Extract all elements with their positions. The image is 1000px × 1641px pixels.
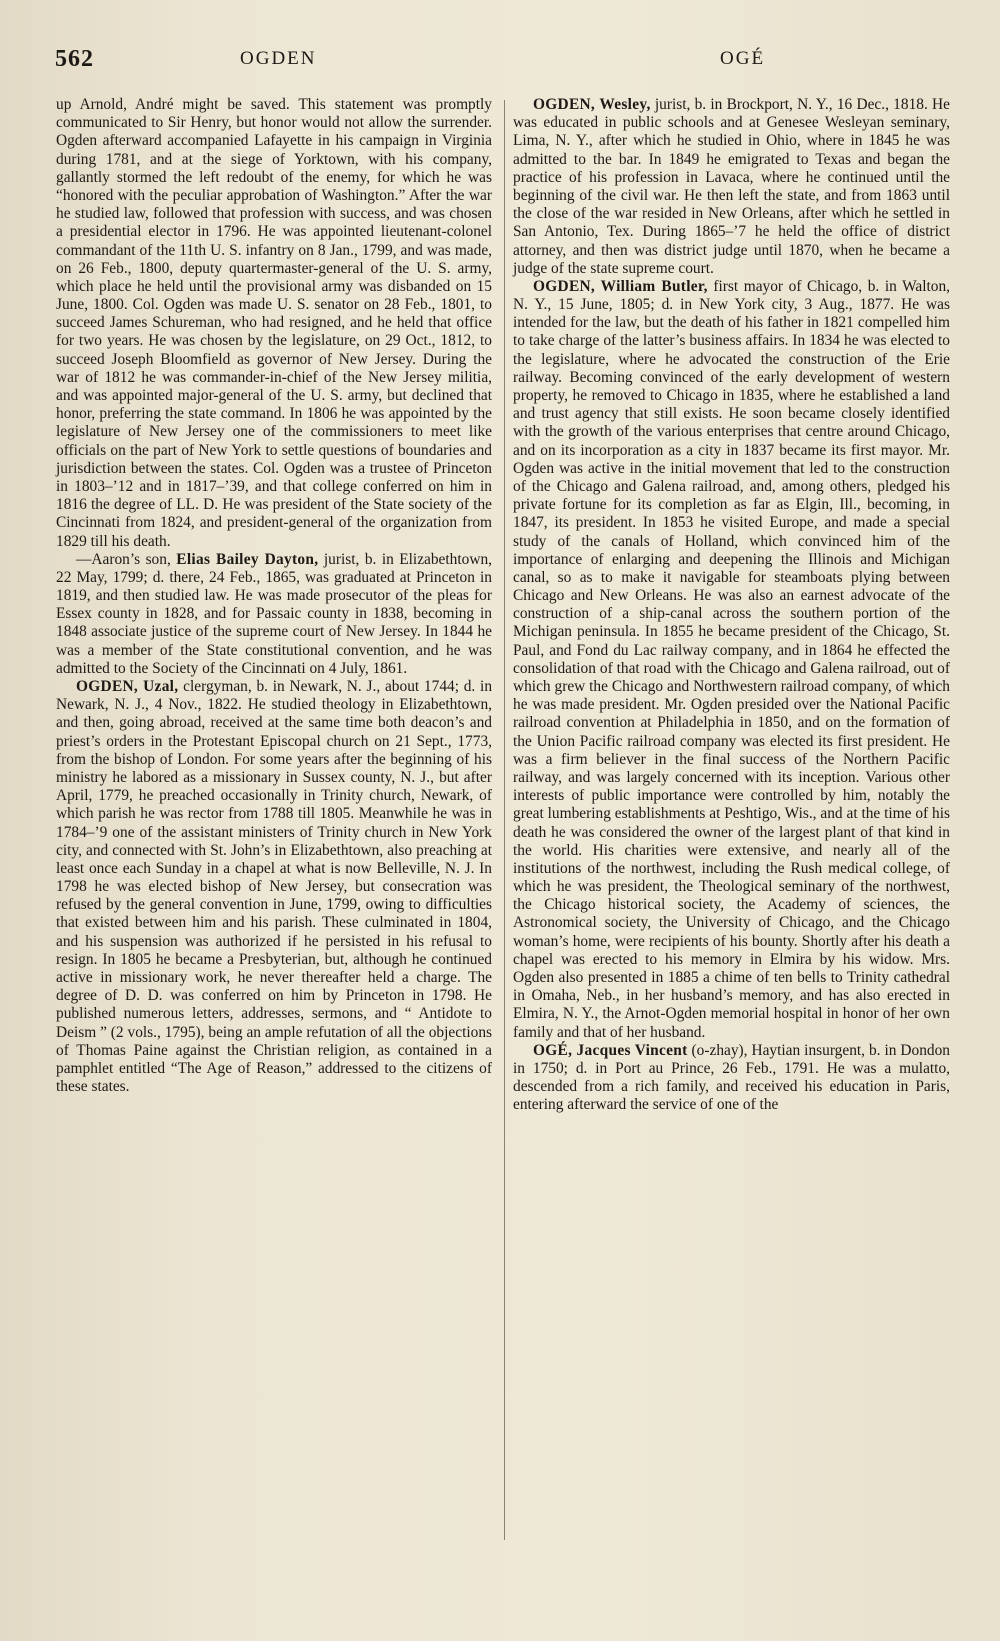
headword: OGDEN, William Butler, <box>533 277 708 295</box>
entry-ogden-william-butler <box>513 278 950 1042</box>
headword: OGDEN, Uzal, <box>76 678 179 695</box>
paragraph-text: jurist, b. in Brockport, N. Y., 16 Dec., 1818. He was educated in public schools and at Genesee Wesleyan seminary, Lima, N. Y., after which he studied in Ohio, where in 1845 he was admitted to the bar. In 1849 he emigrated to Texas and began the practice of his profession in Lavaca, where he continued until the beginning of the civil war. He then left the state, and from 1863 until the close of the war resided in New Orleans, after which he settled in San Antonio, Tex. During 1865–’7 he held the office of district attorney, and then was district judge until 1870, when he became a judge of the state supreme court. <box>513 96 950 277</box>
entry-ogden-wesley <box>513 96 950 278</box>
entry-ogden-uzal <box>56 678 492 1096</box>
entry-oge-jacques-vincent <box>513 1042 950 1115</box>
paragraph-text: jurist, b. in Elizabethtown, 22 May, 1799; d. there, 24 Feb., 1865, was graduated at Princeton in 1819, and then studied law. He was made prosecutor of the pleas for Essex county in 1828, and for Passaic county in 1838, becoming in 1848 associate justice of the supreme court of New Jersey. In 1844 he was a member of the State constitutional convention, and he was admitted to the Society of the Cincinnati on 4 July, 1861. <box>56 550 492 677</box>
headword: Elias Bailey Dayton, <box>176 550 319 568</box>
page-number: 562 <box>55 46 94 72</box>
headword: OGDEN, Wesley, <box>533 96 651 113</box>
paragraph-text: clergyman, b. in Newark, N. J., about 1744; d. in Newark, N. J., 4 Nov., 1822. He studied theology in Elizabethtown, and then, going abroad, received at the same time both deacon’s and priest’s orders in the Protestant Episcopal church on 21 Sept., 1773, from the bishop of London. For some years after the beginning of his ministry he labored as a missionary in Sussex county, N. J., but after April, 1779, he preached occasionally in Trinity church, Newark, of which parish he was rector from 1788 till 1805. Meanwhile he was in 1784–’9 one of the assistant ministers of Trinity church in New York city, and connected with St. John’s in Elizabethtown, also preaching at least once each Sunday in a chapel at what is now Belleville, N. J. In 1798 he was elected bishop of New Jersey, but consecration was refused by the general convention in June, 1799, owing to difficulties that existed between him and his parish. These culminated in 1804, and his suspension was authorized if he persisted in his refusal to resign. In 1805 he became a Presbyterian, but, although he continued active in missionary work, he never thereafter held a charge. The degree of D. D. was conferred on him by Princeton in 1798. He published numerous letters, addresses, sermons, and “ Antidote to Deism ” (2 vols., 1795), being an ample refutation of all the objections of Thomas Paine against the Christian religion, as contained in a pamphlet entitled “The Age of Reason,” addressed to the citizens of these states. <box>56 678 493 1096</box>
paragraph-prefix: —Aaron’s son, <box>76 550 177 568</box>
right-running-head: OGÉ <box>720 48 766 69</box>
paragraph-text: first mayor of Chicago, b. in Walton, N. Y., 15 June, 1805; d. in New York city, 3 Aug., 1877. He was intended for the law, but the death of his father in 1821 compelled him to take charge of the latter’s business affairs. In 1834 he was elected to the legislature, where he advocated the construction of the Erie railway. Becoming convinced of the early development of western property, he removed to Chicago in 1835, where he established a land and trust agency that still exists. He soon became closely identified with the growth of the various enterprises that centre around Chicago, and on its incorporation as a city in 1837 became its first mayor. Mr. Ogden was active in the initial movement that led to the construction of the Chicago and Galena railroad, and, among others, pledged his private fortune for its completion as far as Elgin, Ill., becoming, in 1847, its president. In 1853 he visited Europe, and made a special study of the canals of Holland, which convinced him of the importance of enlarging and deepening the Illinois and Michigan canal, so as to make it navigable for steamboats plying between Chicago and New Orleans. He was also an earnest advocate of the construction of a ship-canal across the southern portion of the Michigan peninsula. In 1855 he became president of the Chicago, St. Paul, and Fond du Lac railway company, and in 1864 he effected the consolidation of that road with the Chicago and Galena railroad, out of which grew the Chicago and Northwestern railroad company, of which he was made president. Mr. Ogden presided over the National Pacific railroad convention at Philadelphia in 1850, and on the formation of the Union Pacific railroad company was elected its first president. He was a firm believer in the final success of the Northern Pacific railway, and was largely concerned with its inception. Various other interests of public importance were controlled by him, notably the great lumbering establishments at Peshtigo, Wis., and at the time of his death he was considered the owner of the largest plant of that kind in the world. His charities were extensive, and nearly all of the institutions of the northwest, including the Rush medical college, of which he was president, the Theological seminary of the northwest, the Chicago historical society, the Academy of sciences, the Astronomical society, the University of Chicago, and the Chicago woman’s home, were recipients of his bounty. Shortly after his death a chapel was erected to his memory in Elmira by his widow. Mrs. Ogden also presented in 1885 a chime of ten bells to Trinity cathedral in Omaha, Neb., in her husband’s memory, and has also erected in Elmira, N. Y., the Arnot-Ogden memorial hospital in honor of her own family and that of her husband. <box>513 277 951 1041</box>
paragraph-text: up Arnold, André might be saved. This statement was promptly communicated to Sir Henry, but honor would not allow the surrender. Ogden afterward accompanied Lafayette in his campaign in Virginia during 1781, and at the siege of Yorktown, with his company, gallantly stormed the left redoubt of the enemy, for which he was “honored with the peculiar approbation of Washington.” After the war he studied law, followed that profession with success, and was chosen a presidential elector in 1796. He was appointed lieutenant-colonel commandant of the 11th U. S. infantry on 8 Jan., 1799, and was made, on 26 Feb., 1800, deputy quartermaster-general of the U. S. army, which place he held until the provisional army was disbanded on 15 June, 1800. Col. Ogden was made U. S. senator on 28 Feb., 1801, to succeed James Schureman, who had resigned, and he held that office for two years. He was chosen by the legislature, on 29 Oct., 1812, to succeed Joseph Bloomfield as governor of New Jersey. During the war of 1812 he was commander-in-chief of the New Jersey militia, and was appointed major-general of the U. S. army, but declined that honor, preferring the state command. In 1806 he was appointed by the legislature of New Jersey one of the commissioners to meet like officials on the part of New York to settle questions of boundaries and jurisdiction between the states. Col. Ogden was a trustee of Princeton in 1803–’12 and in 1817–’39, and that college conferred on him in 1816 the degree of LL. D. He was president of the State society of the Cincinnati from 1824, and president-general of the organization from 1829 till his death. <box>56 96 492 550</box>
page-header <box>55 46 950 76</box>
paragraph-text: (o-zhay), Haytian insurgent, b. in Dondon in 1750; d. in Port au Prince, 26 Feb., 1791. He was a mulatto, descended from a rich family, and received his education in Paris, entering afterward the service of one of the <box>513 1041 950 1114</box>
headword: OGÉ, Jacques Vincent <box>533 1041 688 1059</box>
left-column <box>56 96 492 1096</box>
column-divider <box>504 100 505 1540</box>
entry-ogden-matthias-continued <box>56 96 492 551</box>
left-running-head: OGDEN <box>240 48 317 69</box>
right-column <box>513 96 950 1115</box>
entry-elias-bailey-dayton <box>56 551 492 678</box>
